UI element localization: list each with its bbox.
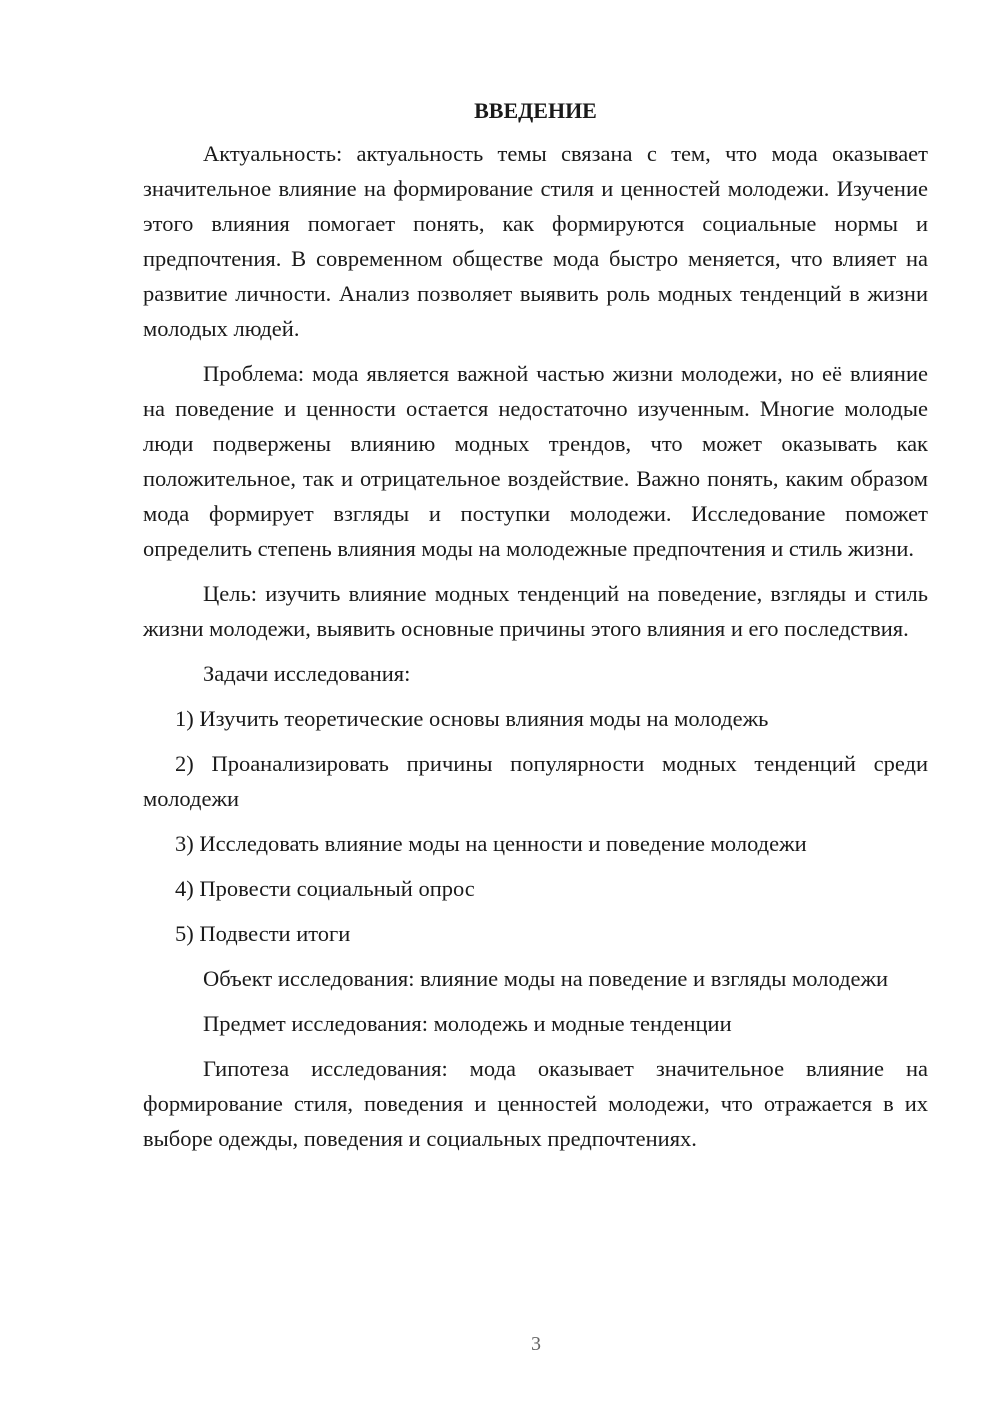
task-item: 4) Провести социальный опрос: [175, 876, 475, 901]
task-item: 3) Исследовать влияние моды на ценности и поведение молодежи: [175, 831, 807, 856]
tasks-heading: Задачи исследования:: [203, 661, 411, 686]
subject-paragraph: Предмет исследования: молодежь и модные тенденции: [203, 1011, 732, 1036]
goal-paragraph: Цель: изучить влияние модных тенденций на поведение, взгляды и стиль жизни молодежи, выявить основные причины этого влияния и его последствия.: [143, 581, 928, 641]
object-paragraph: Объект исследования: влияние моды на поведение и взгляды молодежи: [203, 966, 889, 991]
page-number: 3: [531, 1333, 541, 1355]
relevance-paragraph: Актуальность: актуальность темы связана с тем, что мода оказывает значительное влияние на формирование стиля и ценностей молодежи. Изучение этого влияния помогает понять, как формируются социальные нормы и предпочтения. В современном обществе мода быстро меняется, что влияет на развитие личности. Анализ позволяет выявить роль модных тенденций в жизни молодых людей.: [143, 141, 928, 341]
problem-paragraph: Проблема: мода является важной частью жизни молодежи, но её влияние на поведение и ценности остается недостаточно изученным. Многие молодые люди подвержены влиянию модных трендов, что может оказывать как положительное, так и отрицательное воздействие. Важно понять, каким образом мода формирует взгляды и поступки молодежи. Исследование поможет определить степень влияния моды на молодежные предпочтения и стиль жизни.: [143, 361, 928, 561]
task-item: 5) Подвести итоги: [175, 921, 351, 946]
hypothesis-paragraph: Гипотеза исследования: мода оказывает значительное влияние на формирование стиля, поведения и ценностей молодежи, что отражается в их выборе одежды, поведения и социальных предпочтениях.: [143, 1056, 928, 1151]
task-item: 1) Изучить теоретические основы влияния моды на молодежь: [175, 706, 769, 731]
section-title: ВВЕДЕНИЕ: [474, 98, 597, 123]
task-item: 2) Проанализировать причины популярности модных тенденций среди молодежи: [143, 751, 928, 811]
